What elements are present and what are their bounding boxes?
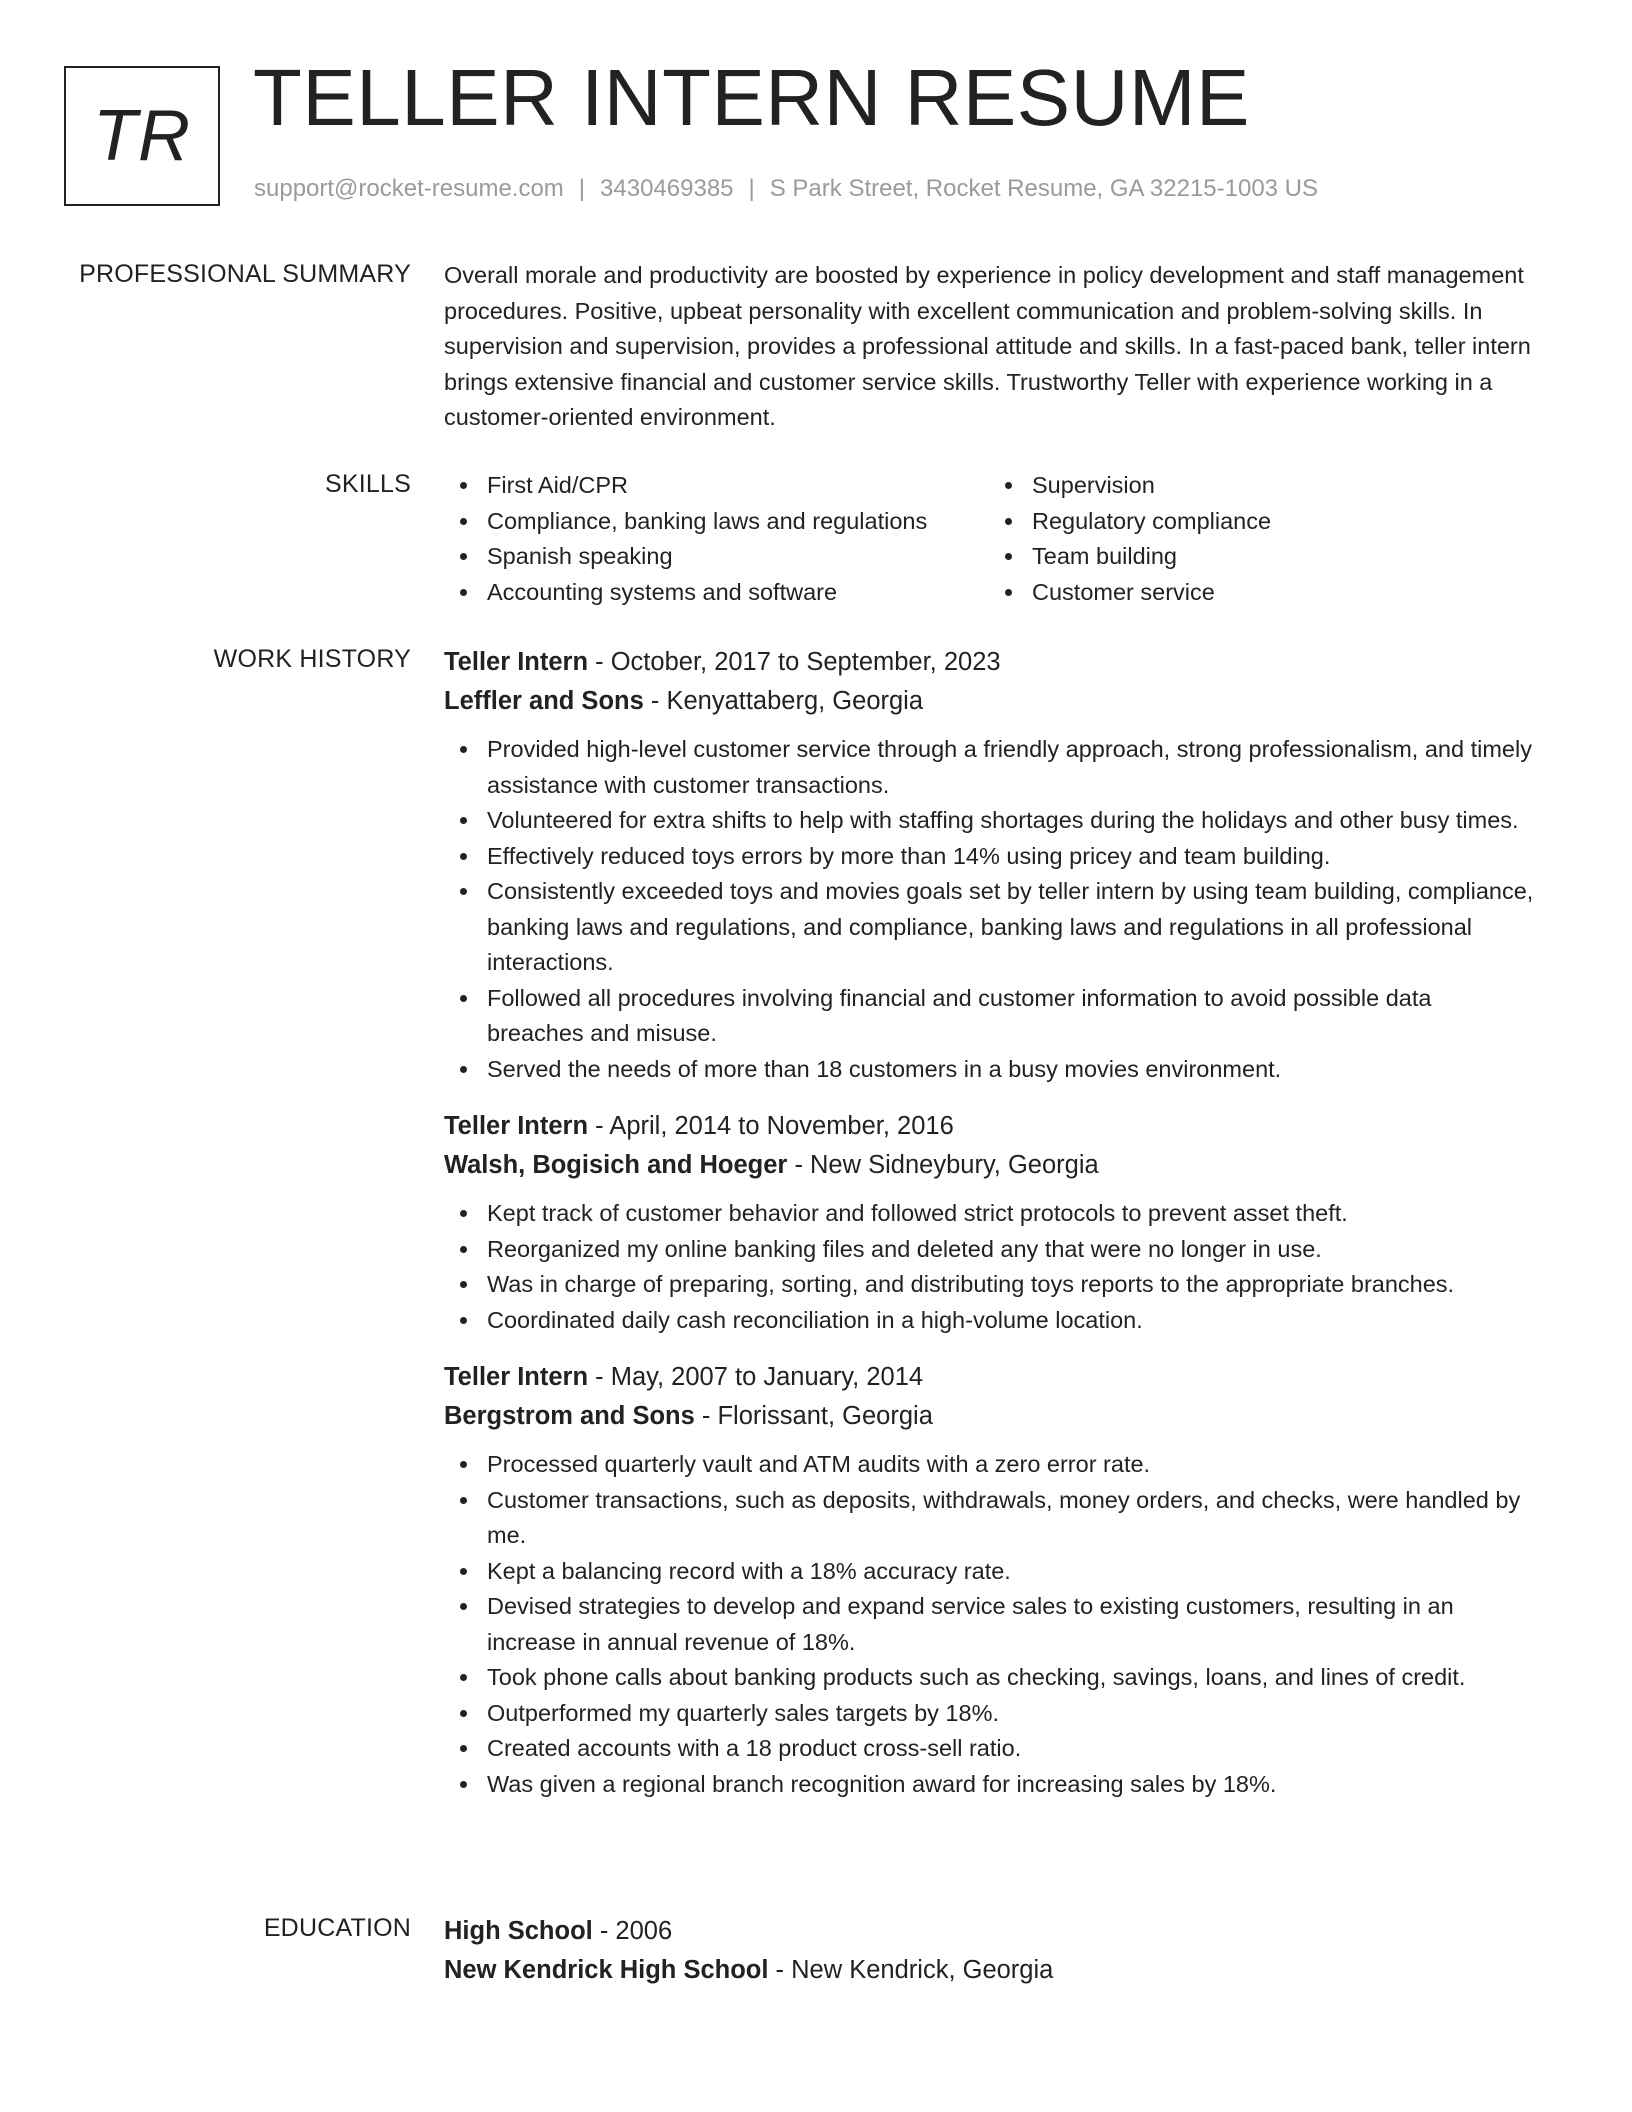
job-bullet: Devised strategies to develop and expand service sales to existing customers, resulting in an increase in annual revenue of 18%. [444, 1589, 1534, 1660]
job-dates: - April, 2014 to November, 2016 [588, 1112, 954, 1140]
skills-list-left [444, 468, 989, 610]
job-bullet: Customer transactions, such as deposits, withdrawals, money orders, and checks, were handled by me. [444, 1483, 1534, 1554]
job-bullet: Reorganized my online banking files and deleted any that were no longer in use. [444, 1232, 1534, 1268]
job-company-line [444, 1146, 1534, 1185]
contact-line [254, 175, 1318, 204]
education-body [444, 1912, 1534, 1990]
work-history-heading: WORK HISTORY [213, 645, 411, 673]
job-dates: - October, 2017 to September, 2023 [588, 648, 1001, 676]
job-bullet: Took phone calls about banking products such as checking, savings, loans, and lines of credit. [444, 1660, 1534, 1696]
education-school: New Kendrick High School [444, 1956, 769, 1984]
skill-item: Accounting systems and software [444, 575, 989, 611]
job-bullet: Was given a regional branch recognition award for increasing sales by 18%. [444, 1767, 1534, 1803]
contact-phone: 3430469385 [600, 175, 734, 202]
education-year: - 2006 [592, 1917, 673, 1945]
job-location: - Florissant, Georgia [694, 1402, 933, 1430]
education-heading: EDUCATION [263, 1914, 411, 1942]
education-school-line [444, 1951, 1534, 1990]
skill-item: Team building [989, 539, 1534, 575]
job-bullets [444, 1447, 1534, 1802]
job-company-line [444, 1397, 1534, 1436]
skills-heading: SKILLS [325, 470, 411, 498]
job-bullet: Effectively reduced toys errors by more than 14% using pricey and team building. [444, 839, 1534, 875]
skill-item: Regulatory compliance [989, 504, 1534, 540]
job-bullet: Kept track of customer behavior and followed strict protocols to prevent asset theft. [444, 1196, 1534, 1232]
skill-item: First Aid/CPR [444, 468, 989, 504]
summary-heading: PROFESSIONAL SUMMARY [79, 260, 411, 288]
education-degree: High School [444, 1917, 593, 1945]
job-bullets [444, 732, 1534, 1087]
job-entry [444, 1107, 1534, 1338]
skills-list-right [989, 468, 1534, 610]
job-bullet: Provided high-level customer service through a friendly approach, strong professionalism, and timely assistance with customer transactions. [444, 732, 1534, 803]
summary-body [444, 258, 1534, 436]
job-title-line [444, 643, 1534, 682]
skills-body [444, 468, 1534, 610]
job-location: - Kenyattaberg, Georgia [643, 687, 924, 715]
job-bullet: Served the needs of more than 18 customers in a busy movies environment. [444, 1052, 1534, 1088]
skill-item: Spanish speaking [444, 539, 989, 575]
job-dates: - May, 2007 to January, 2014 [588, 1363, 924, 1391]
job-title-line [444, 1107, 1534, 1146]
job-title: Teller Intern [444, 648, 589, 676]
job-bullet: Kept a balancing record with a 18% accuracy rate. [444, 1554, 1534, 1590]
job-company-line [444, 682, 1534, 721]
job-bullet: Volunteered for extra shifts to help with staffing shortages during the holidays and other busy times. [444, 803, 1534, 839]
job-title: Teller Intern [444, 1112, 589, 1140]
job-title: Teller Intern [444, 1363, 589, 1391]
job-company: Walsh, Bogisich and Hoeger [444, 1151, 788, 1179]
job-location: - New Sidneybury, Georgia [787, 1151, 1099, 1179]
job-bullets [444, 1196, 1534, 1338]
job-bullet: Consistently exceeded toys and movies goals set by teller intern by using team building, compliance, banking laws and regulations, and compliance, banking laws and regulations in all professional interactions. [444, 874, 1534, 981]
contact-address: S Park Street, Rocket Resume, GA 32215-1003 US [769, 175, 1319, 202]
skill-item: Customer service [989, 575, 1534, 611]
job-bullet: Coordinated daily cash reconciliation in a high-volume location. [444, 1303, 1534, 1339]
job-title-line [444, 1358, 1534, 1397]
job-bullet: Outperformed my quarterly sales targets by 18%. [444, 1696, 1534, 1732]
resume-title: TELLER INTERN RESUME [253, 53, 1250, 142]
education-degree-line [444, 1912, 1534, 1951]
job-entry [444, 1358, 1534, 1802]
education-location: - New Kendrick, Georgia [768, 1956, 1054, 1984]
job-entry [444, 643, 1534, 1087]
work-history-body [444, 643, 1534, 1802]
skill-item: Compliance, banking laws and regulations [444, 504, 989, 540]
job-bullet: Was in charge of preparing, sorting, and distributing toys reports to the appropriate branches. [444, 1267, 1534, 1303]
job-bullet: Processed quarterly vault and ATM audits with a zero error rate. [444, 1447, 1534, 1483]
skills-grid [444, 468, 1534, 610]
contact-separator: | [578, 175, 586, 202]
job-bullet: Followed all procedures involving financial and customer information to avoid possible data breaches and misuse. [444, 981, 1534, 1052]
job-bullet: Created accounts with a 18 product cross-sell ratio. [444, 1731, 1534, 1767]
job-company: Bergstrom and Sons [444, 1402, 695, 1430]
summary-text: Overall morale and productivity are boosted by experience in policy development and staff management procedures. Positive, upbeat personality with excellent communication and problem-solving skills. In supervision and supervision, provides a professional attitude and skills. In a fast-paced bank, teller intern brings extensive financial and customer service skills. Trustworthy Teller with experience working in a customer-oriented environment. [444, 262, 1531, 430]
contact-separator: | [748, 175, 755, 202]
contact-email: support@rocket-resume.com [254, 175, 564, 202]
job-company: Leffler and Sons [444, 687, 644, 715]
monogram-box: TR [64, 66, 220, 206]
skill-item: Supervision [989, 468, 1534, 504]
